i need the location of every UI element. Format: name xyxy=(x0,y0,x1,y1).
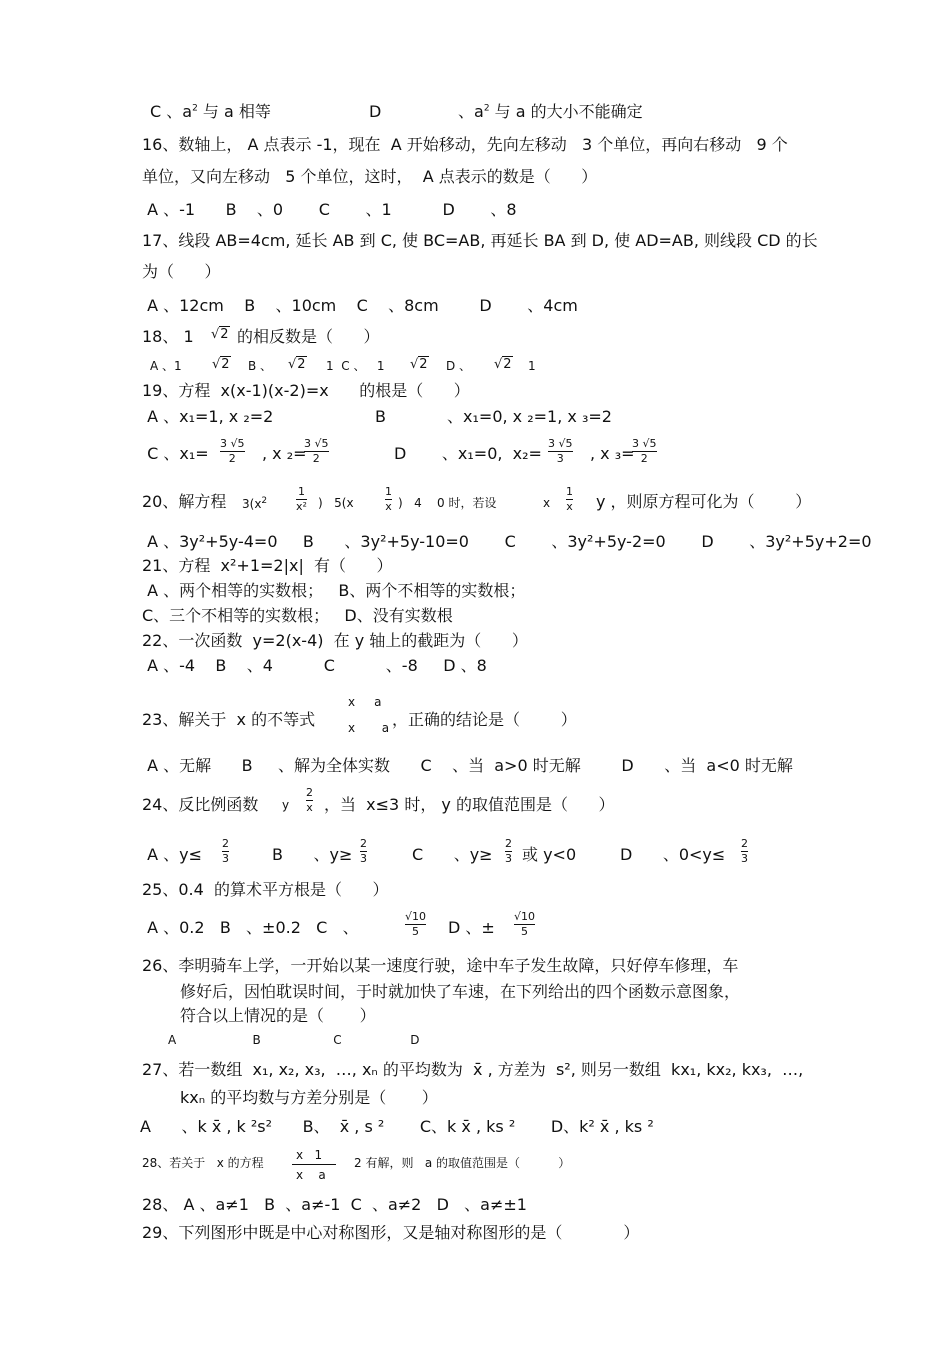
fraction-sqrt10-over-5: √10 5 xyxy=(405,910,427,938)
q20-eq-c: ) 4 0 时，若设 xyxy=(398,496,497,510)
q21-stem: 21、方程 x²+1=2|x| 有（ ） xyxy=(142,556,393,575)
q19-stem: 19、方程 x(x-1)(x-2)=x 的根是（ ） xyxy=(142,381,470,400)
q23-options: A 、无解 B 、解为全体实数 C 、当 a>0 时无解 D 、当 a<0 时无解 xyxy=(142,756,793,775)
q15-option-d: 、$a^2$ 与 a 的大小不能确定 xyxy=(458,102,643,121)
q29-stem: 29、下列图形中既是中心对称图形，又是轴对称图形的是（ ） xyxy=(142,1223,640,1242)
q17-options: A 、12cm B 、10cm C 、8cm D 、4cm xyxy=(142,296,578,315)
q26-line-2: 修好后，因怕耽误时间，于时就加快了车速，在下列给出的四个函数示意图象， xyxy=(180,982,741,1001)
fraction-3-sqrt5-over-2: 3 √5 2 xyxy=(632,437,657,465)
q26-options: A B C D xyxy=(168,1033,420,1047)
q27-line-2: kxₙ 的平均数与方差分别是（ ） xyxy=(180,1088,438,1107)
q17-line-2: 为（ ） xyxy=(142,262,221,281)
sqrt-2: √2 xyxy=(211,327,229,342)
q18-stem-b: 的相反数是（ ） xyxy=(237,327,380,346)
q19-option-c-mid: , x ₂= xyxy=(262,444,307,463)
q28-options: 28、 A 、a≠1 B 、a≠-1 C 、a≠2 D 、a≠±1 xyxy=(142,1195,527,1214)
q20-eq-b: ) 5(x xyxy=(318,496,354,510)
q28-frac-top: x 1 xyxy=(296,1148,323,1162)
fraction-3-sqrt5-over-2: 3 √5 2 xyxy=(304,437,329,465)
q24-option-a: A 、y≤ xyxy=(142,845,202,864)
q16-line-1: 16、数轴上， A 点表示 -1，现在 A 开始移动，先向左移动 3 个单位，再向右移动 9 个 xyxy=(142,135,788,154)
q24-option-c: C 、y≥ xyxy=(412,845,493,864)
q22-options: A 、-4 B 、4 C 、-8 D 、8 xyxy=(142,656,487,675)
q24-option-c-tail: 或 y<0 xyxy=(522,845,577,864)
sqrt-2: √2 xyxy=(212,357,230,372)
q25-stem: 25、0.4 的算术平方根是（ ） xyxy=(142,880,389,899)
q19-option-c: C 、x₁= xyxy=(142,444,209,463)
q18-option-d: D 、 xyxy=(446,359,472,373)
fraction-2-over-3: 2 3 xyxy=(505,837,512,865)
q19-options-ab: A 、x₁=1, x ₂=2 B 、x₁=0, x ₂=1, x ₃=2 xyxy=(142,407,612,426)
q23-system-bottom: x a xyxy=(348,721,390,735)
q16-options: A 、-1 B 、0 C 、1 D 、8 xyxy=(142,200,517,219)
fraction-2-over-3: 2 3 xyxy=(741,837,748,865)
sqrt-2: √2 xyxy=(288,357,306,372)
q20-tail: y ，则原方程可化为（ ） xyxy=(596,492,812,511)
q25-option-d: D 、± xyxy=(448,918,495,937)
q23-stem-b: ，正确的结论是（ ） xyxy=(392,710,577,729)
fraction-1-over-x: 1 x xyxy=(385,485,392,513)
q20-options: A 、3y²+5y-4=0 B 、3y²+5y-10=0 C 、3y²+5y-2=0 D 、3y²+5y+2=0 xyxy=(142,532,872,551)
q20-eq-a: $3(x^2$ xyxy=(242,496,268,511)
q27-line-1: 27、若一数组 x₁, x₂, x₃, …, xₙ 的平均数为 x̄ , 方差为 s², 则另一数组 kx₁, kx₂, kx₃, …, xyxy=(142,1060,804,1079)
q16-line-2: 单位，又向左移动 5 个单位，这时， A 点表示的数是（ ） xyxy=(142,167,598,186)
q18-option-d-end: 1 xyxy=(528,359,536,373)
q21-options-ab: A 、两个相等的实数根； B、两个不相等的实数根； xyxy=(142,581,526,600)
q27-options: A 、k x̄ , k ²s² B、 x̄ , s ² C、k x̄ , ks ² D、k² x̄ , ks ² xyxy=(140,1117,654,1136)
q23-stem-a: 23、解关于 x 的不等式 xyxy=(142,710,316,729)
q15-option-d-label: D xyxy=(369,102,382,121)
q24-option-b: B 、y≥ xyxy=(272,845,353,864)
q26-line-3: 符合以上情况的是（ ） xyxy=(180,1006,376,1025)
q23-system-top: x a xyxy=(348,695,382,709)
q20-label: 20、解方程 xyxy=(142,492,227,511)
sqrt-2: √2 xyxy=(410,357,428,372)
fraction-sqrt10-over-5: √10 5 xyxy=(514,910,536,938)
q18-stem-a: 18、 1 xyxy=(142,327,194,346)
fraction-3-sqrt5-over-3: 3 √5 3 xyxy=(548,437,573,465)
q28-stem-a: 28、若关于 x 的方程 xyxy=(142,1156,264,1170)
q24-y: y xyxy=(282,798,290,812)
q24-stem-b: ，当 x≤3 时， y 的取值范围是（ ） xyxy=(324,795,615,814)
q24-option-d: D 、0<y≤ xyxy=(620,845,726,864)
q18-option-c: 1 C 、 1 xyxy=(326,359,385,373)
fraction-2-over-3: 2 3 xyxy=(360,837,367,865)
q22-stem: 22、一次函数 y=2(x-4) 在 y 轴上的截距为（ ） xyxy=(142,631,528,650)
q25-options-abc: A 、0.2 B 、±0.2 C 、 xyxy=(142,918,359,937)
fraction-2-over-3: 2 3 xyxy=(222,837,229,865)
q24-stem-a: 24、反比例函数 xyxy=(142,795,259,814)
q28-stem-b: 2 有解，则 a 的取值范围是（ ） xyxy=(354,1156,571,1170)
q21-options-cd: C、三个不相等的实数根； D、没有实数根 xyxy=(142,606,453,625)
sqrt-2: √2 xyxy=(494,357,512,372)
fraction-3-sqrt5-over-2: 3 √5 2 xyxy=(220,437,245,465)
q20-sub-x: x xyxy=(543,496,551,510)
q17-line-1: 17、线段 AB=4cm, 延长 AB 到 C, 使 BC=AB, 再延长 BA 到 D, 使 AD=AB, 则线段 CD 的长 xyxy=(142,231,818,250)
q15-option-c: C 、$a^2$ 与 a 相等 xyxy=(150,102,271,121)
fraction-1-over-x2: 1 x² xyxy=(296,485,307,513)
fraction-2-over-x: 2 x xyxy=(306,786,313,814)
q18-option-b: B 、 xyxy=(248,359,273,373)
fraction-bar xyxy=(292,1164,336,1165)
q26-line-1: 26、李明骑车上学，一开始以某一速度行驶，途中车子发生故障，只好停车修理，车 xyxy=(142,956,739,975)
q28-frac-bottom: x a xyxy=(296,1168,326,1182)
q19-option-d: D 、x₁=0, x₂= xyxy=(394,444,542,463)
q18-option-a: A 、1 xyxy=(150,359,182,373)
q19-option-d-mid: , x ₃= xyxy=(590,444,635,463)
fraction-1-over-x: 1 x xyxy=(566,485,573,513)
